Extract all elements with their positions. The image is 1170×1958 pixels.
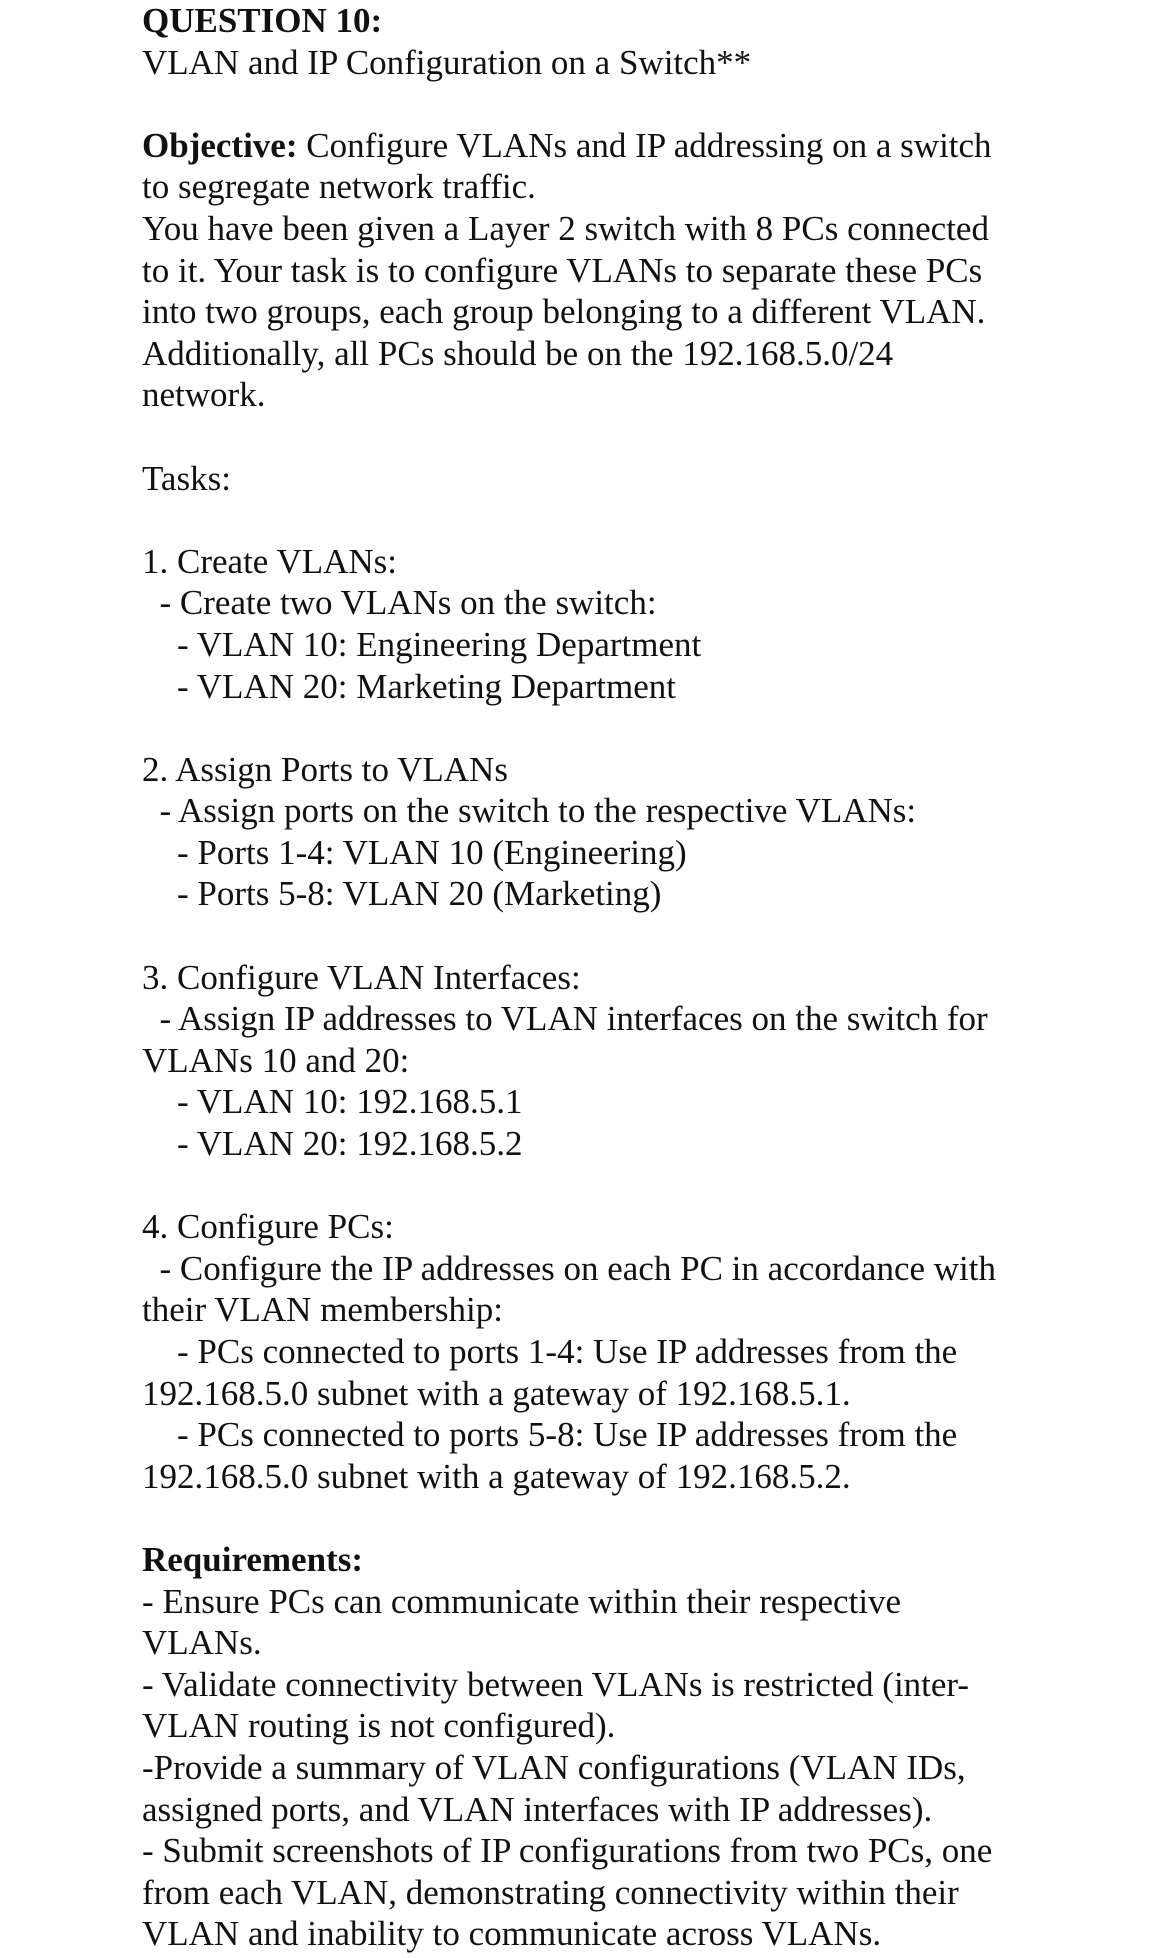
intro-line: into two groups, each group belonging to a different VLAN.	[142, 292, 986, 332]
question-heading: QUESTION 10:	[142, 1, 383, 40]
objective-text: Configure VLANs and IP addressing on a switch	[297, 125, 992, 165]
spacer	[142, 1497, 1152, 1539]
spacer	[142, 499, 1152, 541]
task-4-line: 192.168.5.0 subnet with a gateway of 192.168.5.2.	[142, 1456, 851, 1496]
task-3-line: - Assign IP addresses to VLAN interfaces on the switch for	[142, 999, 988, 1039]
task-2-line: - Assign ports on the switch to the respective VLANs:	[142, 791, 917, 831]
requirement-line: VLANs.	[142, 1623, 262, 1663]
spacer	[142, 915, 1152, 957]
intro-line: You have been given a Layer 2 switch with 8 PCs connected	[142, 208, 989, 248]
task-3-title: 3. Configure VLAN Interfaces:	[142, 957, 581, 997]
task-4-line: - PCs connected to ports 1-4: Use IP addresses from the	[142, 1332, 958, 1371]
task-3-line: - VLAN 20: 192.168.5.2	[142, 1124, 523, 1164]
objective-label: Objective:	[142, 125, 298, 165]
task-1-line: - Create two VLANs on the switch:	[142, 583, 657, 623]
requirement-line: VLAN routing is not configured).	[142, 1706, 616, 1746]
task-1-line: - VLAN 10: Engineering Department	[142, 624, 702, 664]
requirement-line: - Ensure PCs can communicate within their respective	[142, 1581, 902, 1621]
intro-line: network.	[142, 375, 266, 415]
spacer	[142, 83, 1152, 125]
document-page	[142, 0, 1152, 1955]
question-subtitle: VLAN and IP Configuration on a Switch**	[142, 42, 752, 82]
task-4-line: - PCs connected to ports 5-8: Use IP addresses from the	[142, 1415, 958, 1455]
requirement-line: from each VLAN, demonstrating connectivity within their	[142, 1872, 959, 1912]
task-1-line: - VLAN 20: Marketing Department	[142, 666, 676, 706]
task-2-line: - Ports 1-4: VLAN 10 (Engineering)	[142, 832, 687, 872]
requirement-line: - Submit screenshots of IP configurations from two PCs, one	[142, 1831, 993, 1871]
requirement-line: assigned ports, and VLAN interfaces with IP addresses).	[142, 1789, 933, 1829]
task-3-line: - VLAN 10: 192.168.5.1	[142, 1082, 523, 1122]
objective-line	[142, 125, 1152, 167]
intro-line: Additionally, all PCs should be on the 192.168.5.0/24	[142, 333, 894, 373]
task-4-line: their VLAN membership:	[142, 1290, 503, 1330]
objective-line-2: to segregate network traffic.	[142, 167, 536, 207]
task-4-title: 4. Configure PCs:	[142, 1207, 394, 1247]
spacer	[142, 707, 1152, 749]
task-2-title: 2. Assign Ports to VLANs	[142, 749, 508, 789]
requirement-line: VLAN and inability to communicate across VLANs.	[142, 1914, 882, 1954]
spacer	[142, 1165, 1152, 1207]
task-2-line: - Ports 5-8: VLAN 20 (Marketing)	[142, 874, 662, 914]
task-3-line: VLANs 10 and 20:	[142, 1040, 410, 1080]
requirements-heading: Requirements:	[142, 1539, 363, 1579]
tasks-heading: Tasks:	[142, 458, 231, 498]
task-4-line: - Configure the IP addresses on each PC in accordance with	[142, 1248, 996, 1288]
spacer	[142, 416, 1152, 458]
intro-line: to it. Your task is to configure VLANs to separate these PCs	[142, 250, 983, 290]
task-1-title: 1. Create VLANs:	[142, 541, 397, 581]
task-4-line: 192.168.5.0 subnet with a gateway of 192.168.5.1.	[142, 1373, 851, 1413]
requirement-line: - Validate connectivity between VLANs is restricted (inter-	[142, 1664, 970, 1704]
requirement-line: -Provide a summary of VLAN configurations (VLAN IDs,	[142, 1747, 966, 1787]
